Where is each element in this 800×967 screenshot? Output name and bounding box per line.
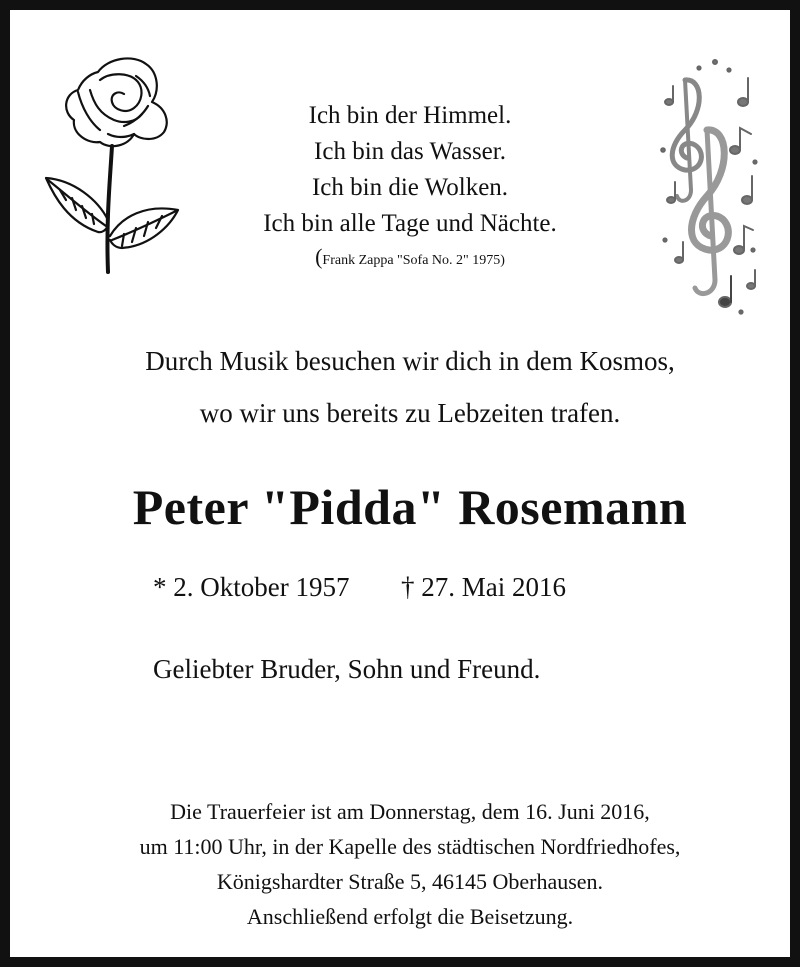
tribute-line-1: Durch Musik besuchen wir dich in dem Kosmos, <box>145 346 675 376</box>
death-symbol: † <box>400 572 415 602</box>
poem-line-3: Ich bin die Wolken. <box>311 174 509 201</box>
tribute-line-2: wo wir uns bereits zu Lebzeiten trafen. <box>199 398 621 428</box>
death-date: 27. Mai 2016 <box>421 572 566 602</box>
music-notes-icon <box>655 50 760 315</box>
funeral-line-2: um 11:00 Uhr, in der Kapelle des städtischen Nordfriedhofes, <box>139 834 681 859</box>
rose-icon <box>38 50 183 275</box>
poem <box>170 98 650 270</box>
funeral-line-4: Anschließend erfolgt die Beisetzung. <box>246 904 574 929</box>
poem-line-2: Ich bin das Wasser. <box>314 138 506 165</box>
funeral-details <box>10 794 800 934</box>
poem-source-text: Frank Zappa "Sofa No. 2" 1975) <box>322 253 505 268</box>
relation-line: Geliebter Bruder, Sohn und Freund. <box>153 654 541 684</box>
life-dates <box>153 572 566 603</box>
poem-line-4: Ich bin alle Tage und Nächte. <box>263 210 557 237</box>
poem-source <box>170 244 650 270</box>
poem-line-1: Ich bin der Himmel. <box>308 102 512 129</box>
deceased-name: Peter "Pidda" Rosemann <box>132 479 688 535</box>
funeral-line-3: Königshardter Straße 5, 46145 Oberhausen. <box>216 869 604 894</box>
funeral-line-1: Die Trauerfeier ist am Donnerstag, dem 16. Juni 2016, <box>170 799 650 824</box>
birth-date: 2. Oktober 1957 <box>173 572 350 602</box>
birth-symbol: * <box>153 572 167 602</box>
poem-source-paren: ( <box>315 244 323 269</box>
